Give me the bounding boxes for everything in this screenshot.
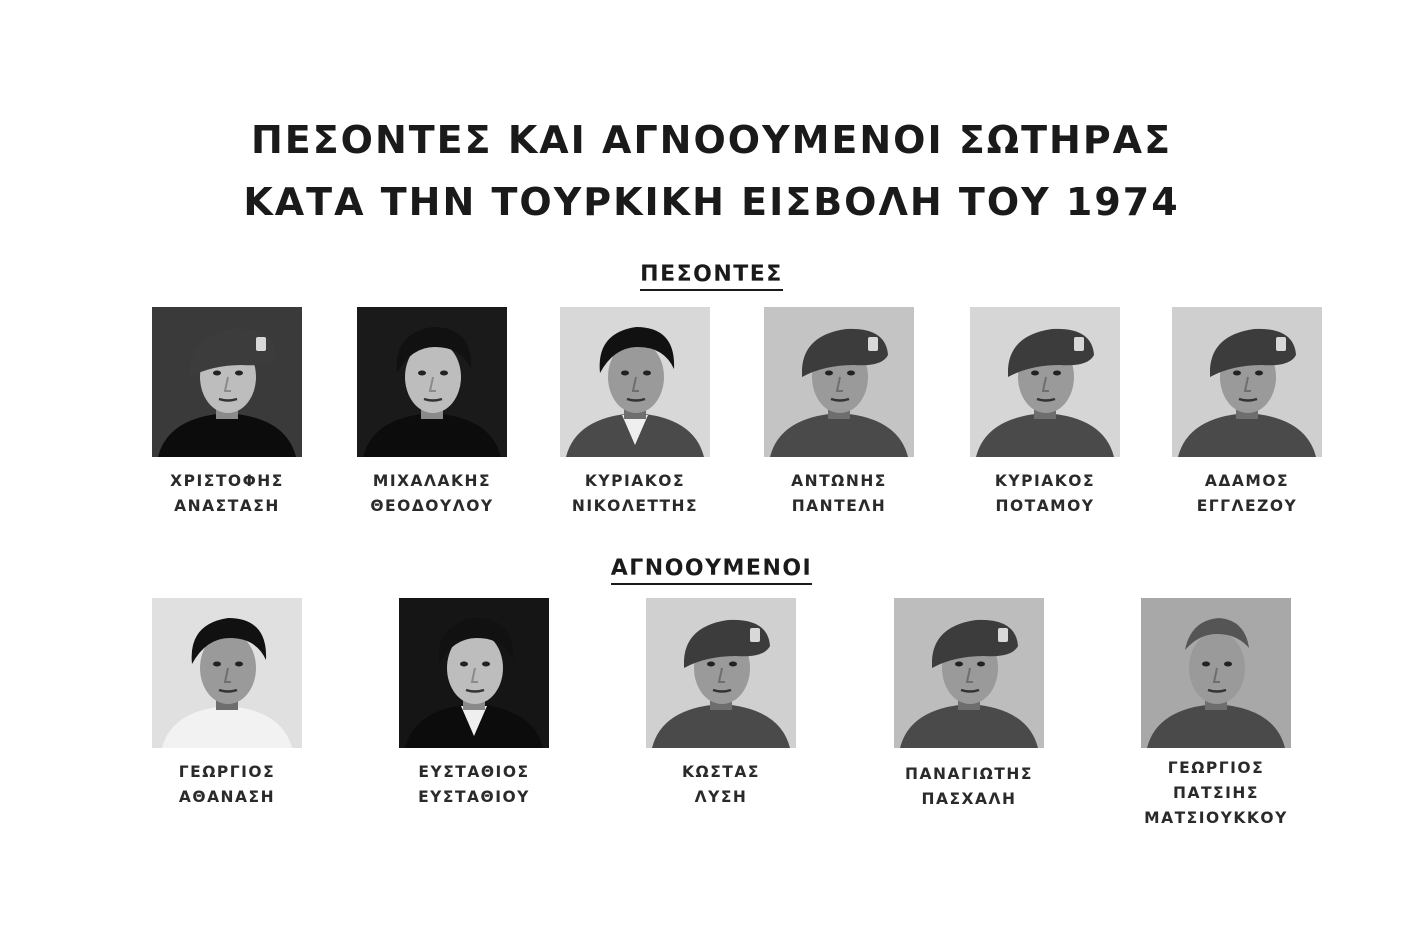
portrait-card [894,598,1044,812]
portrait-card [764,307,914,519]
portrait-silhouette-icon [1172,307,1322,457]
portrait-silhouette-icon [357,307,507,457]
portrait-silhouette-icon [970,307,1120,457]
fallen-heading: ΠΕΣΟΝΤΕΣ [0,262,1423,287]
portrait-card [357,307,507,519]
portrait-silhouette-icon [152,307,302,457]
person-name: ΑΔΑΜΟΣ ΕΓΓΛΕΖΟΥ [1196,472,1298,515]
portrait-silhouette-icon [646,598,796,748]
portrait-card [1141,598,1291,831]
portrait-photo [152,598,302,748]
portrait-photo [646,598,796,748]
page-title-line-1: ΠΕΣΟΝΤΕΣ ΚΑΙ ΑΓΝΟΟΥΜΕΝΟΙ ΣΩΤΗΡΑΣ [250,118,1173,162]
person-name: ΠΑΝΑΓΙΩΤΗΣ ΠΑΣΧΑΛΗ [905,765,1033,808]
portrait-card [152,307,302,519]
portrait-photo [970,307,1120,457]
person-name: ΚΥΡΙΑΚΟΣ ΝΙΚΟΛΕΤΤΗΣ [571,472,699,515]
portrait-card [646,598,796,810]
person-name: ΚΥΡΙΑΚΟΣ ΠΟΤΑΜΟΥ [994,472,1096,515]
portrait-silhouette-icon [894,598,1044,748]
portrait-card [152,598,302,810]
portrait-silhouette-icon [764,307,914,457]
missing-heading: ΑΓΝΟΟΥΜΕΝΟΙ [0,556,1423,581]
portrait-photo [152,307,302,457]
page-title-line-2: ΚΑΤΑ ΤΗΝ ΤΟΥΡΚΙΚΗ ΕΙΣΒΟΛΗ ΤΟΥ 1974 [243,180,1180,224]
portrait-photo [399,598,549,748]
portrait-photo [560,307,710,457]
portrait-photo [764,307,914,457]
portrait-photo [894,598,1044,748]
portrait-silhouette-icon [152,598,302,748]
portrait-silhouette-icon [560,307,710,457]
person-name: ΧΡΙΣΤΟΦΗΣ ΑΝΑΣΤΑΣΗ [170,472,284,515]
portrait-card [399,598,549,810]
portrait-card [560,307,710,519]
portrait-photo [1172,307,1322,457]
person-name: ΓΕΩΡΓΙΟΣ ΑΘΑΝΑΣΗ [178,763,276,806]
person-name: ΕΥΣΤΑΘΙΟΣ ΕΥΣΤΑΘΙΟΥ [418,763,530,806]
person-name: ΜΙΧΑΛΑΚΗΣ ΘΕΟΔΟΥΛΟΥ [370,472,494,515]
portrait-silhouette-icon [399,598,549,748]
person-name: ΓΕΩΡΓΙΟΣ ΠΑΤΣΙΗΣ ΜΑΤΣΙΟΥΚΚΟΥ [1144,759,1288,827]
portrait-card [970,307,1120,519]
portrait-card [1172,307,1322,519]
person-name: ΑΝΤΩΝΗΣ ΠΑΝΤΕΛΗ [791,472,887,515]
portrait-photo [1141,598,1291,748]
person-name: ΚΩΣΤΑΣ ΛΥΣΗ [682,763,760,806]
portrait-silhouette-icon [1141,598,1291,748]
portrait-photo [357,307,507,457]
